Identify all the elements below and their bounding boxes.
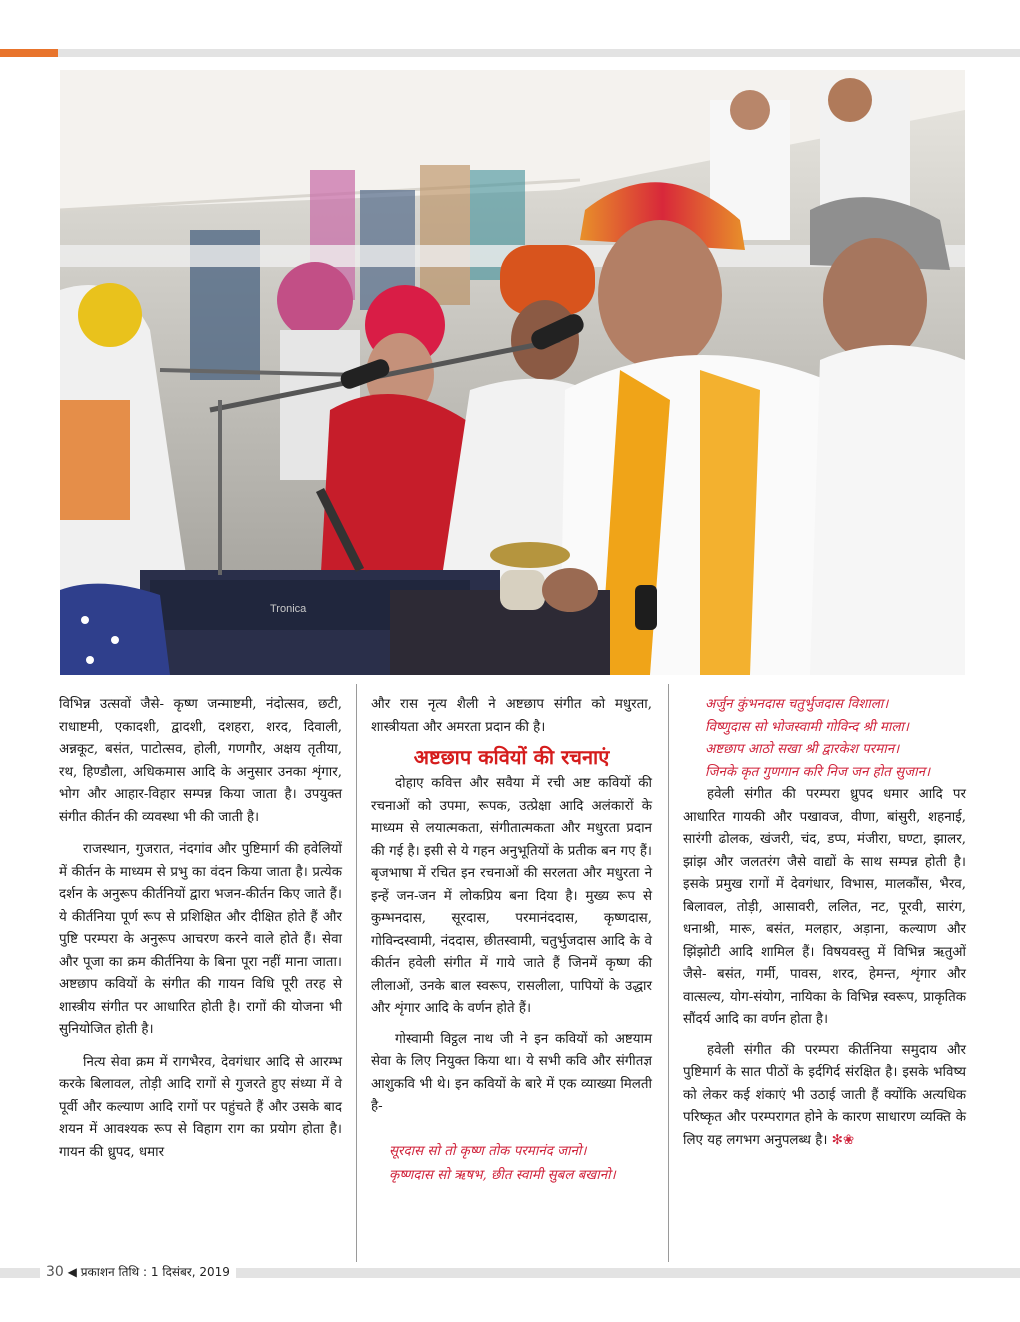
column-rule-1	[356, 684, 357, 1262]
column-3	[683, 694, 966, 1152]
hero-photo	[60, 70, 965, 675]
harmonium-brand: Tronica	[270, 603, 307, 615]
paragraph: दोहाए कवित्त और सवैया में रची अष्ट कवियों की रचनाओं को उपमा, रूपक, उत्प्रेक्षा आदि अलंकारों के माध्यम से लयात्मकता, संगीतात्मकता और मधुरता प्रदान की गई है। इसी से ये गहन अनुभूतियों के प्रतीक बन गए हैं। बृजभाषा में रचित इन रचनाओं की सरलता और मधुरता ने इन्हें जन-जन में लोकप्रिय बना दिया है। मुख्य रूप से कुम्भनदास, सूरदास, परमानंददास, कृष्णदास, गोविन्दस्वामी, नंददास, छीतस्वामी, चतुर्भुजदास आदि के वे कीर्तन हवेली संगीत में गाये जाते हैं जिनमें कृष्ण की लीलाओं, उनके बाल स्वरूप, रासलीला, पापियों के उद्धार और शृंगार आदि के वर्णन होते हैं।	[371, 776, 652, 1016]
paragraph: राजस्थान, गुजरात, नंदगांव और पुष्टिमार्ग की हवेलियों में कीर्तन के माध्यम से प्रभु का वंदन किया जाता है। प्रत्येक दर्शन के अनुरूप कीर्तनियों द्वारा भजन-कीर्तन किए जाते हैं। ये कीर्तनिया पूर्ण रूप से प्रशिक्षित और दीक्षित होते हैं और पुष्टि परम्परा के अनुरूप आचरण करने वाले होते हैं। सेवा और पूजा का क्रम कीर्तनिया के बिना पूरा नहीं माना जाता। अष्टछाप कवियों के संगीत की गायन विधि पूरी तरह से शास्त्रीय संगीत पर आधारित होती है। रागों की योजना भी सुनियोजित होती है।	[59, 842, 342, 1037]
verse-line: अर्जुन कुंभनदास चतुर्भुजदास विशाला।	[705, 697, 889, 712]
verse-line: अष्टछाप आठो सखा श्री द्वारकेश परमान।	[705, 742, 900, 757]
top-band	[0, 49, 1020, 57]
paragraph: विभिन्न उत्सवों जैसे- कृष्ण जन्माष्टमी, नंदोत्सव, छटी, राधाष्टमी, एकादशी, द्वादशी, दशहरा, शरद, दिवाली, अन्नकूट, बसंत, पाटोत्सव, होली, गणगौर, अक्षय तृतीया, रथ, हिण्डौला, अधिकमास आदि के अनुसार उनका शृंगार, भोग और आहार-विहार सम्पन्न किया जाता है। उपयुक्त संगीत कीर्तन की व्यवस्था भी की जाती है।	[59, 697, 342, 825]
top-accent-bar	[0, 49, 58, 57]
verse-line: कृष्णदास सो ऋषभ, छीत स्वामी सुबल बखानो।	[389, 1168, 616, 1183]
paragraph	[683, 1040, 966, 1153]
paragraph: और रास नृत्य शैली ने अष्टछाप संगीत को मधुरता, शास्त्रीयता और अमरता प्रदान की है।	[371, 697, 652, 735]
end-mark-icon: ✻❀	[831, 1132, 855, 1148]
footer-folio	[40, 1262, 236, 1282]
section-heading: अष्टछाप कवियों की रचनाएं	[413, 745, 610, 769]
column-1	[59, 694, 342, 1164]
verse-line: जिनके कृत गुणगान करि निज जन होत सुजान।	[705, 764, 931, 780]
paragraph: नित्य सेवा क्रम में रागभैरव, देवगंधार आदि से आरम्भ करके बिलावल, तोड़ी आदि रागों से गुजरते हुए संध्या में वे पूर्वी और कल्याण आदि रागों पर पहुंचते हैं और उसके बाद शयन में आवश्यक रूप से विहाग राग का प्रयोग होता है। गायन की ध्रुपद, धमार	[59, 1054, 342, 1160]
column-rule-2	[668, 684, 669, 1262]
arrow-icon: ◀	[67, 1265, 77, 1279]
column-2	[371, 694, 652, 1188]
verse-line: सूरदास सो तो कृष्ण तोक परमानंद जानो।	[389, 1143, 587, 1159]
publication-date: प्रकाशन तिथि : 1 दिसंबर, 2019	[80, 1265, 230, 1279]
verse-line: विष्णुदास सो भोजस्वामी गोविन्द श्री माला।	[705, 719, 909, 735]
page-number: 30	[46, 1264, 64, 1280]
paragraph-text: हवेली संगीत की परम्परा कीर्तनिया समुदाय और पुष्टिमार्ग के सात पीठों के इर्दगिर्द संरक्षित है। इसके भविष्य को लेकर कई शंकाएं भी उठाई जाती हैं क्योंकि अत्यधिक परिष्कृत और परम्परागत होने के कारण साधारण व्यक्ति के लिए यह लगभग अनुपलब्ध है।	[683, 1042, 966, 1148]
paragraph: हवेली संगीत की परम्परा ध्रुपद धमार आदि पर आधारित गायकी और पखावज, वीणा, बांसुरी, शहनाई, सारंगी ढोलक, खंजरी, चंद, डप्प, मंजीरा, घण्टा, झालर, झांझ और जलतरंग जैसे वाद्यों के साथ सम्पन्न होती है। इसके प्रमुख रागों में देवगंधार, विभास, मालकौंस, भैरव, बिलावल, तोड़ी, आसावरी, ललित, नट, पूरवी, सारंग, धनाश्री, मारू, बसंत, मलहार, अड़ाना, कल्याण और झिंझोटी आदि शामिल हैं। विषयवस्तु में विभिन्न ऋतुओं जैसे- बसंत, गर्मी, पावस, शरद, हेमन्त, शृंगार और वात्सल्य, योग-संयोग, नायिका के विभिन्न स्वरूप, प्राकृतिक सौंदर्य आदि का वर्णन होता है।	[683, 787, 966, 1027]
paragraph: गोस्वामी विट्ठल नाथ जी ने इन कवियों को अष्टयाम सेवा के लिए नियुक्त किया था। ये सभी कवि और संगीतज्ञ आशुकवि भी थे। इन कवियों के बारे में एक व्याख्या मिलती है-	[371, 1031, 652, 1114]
